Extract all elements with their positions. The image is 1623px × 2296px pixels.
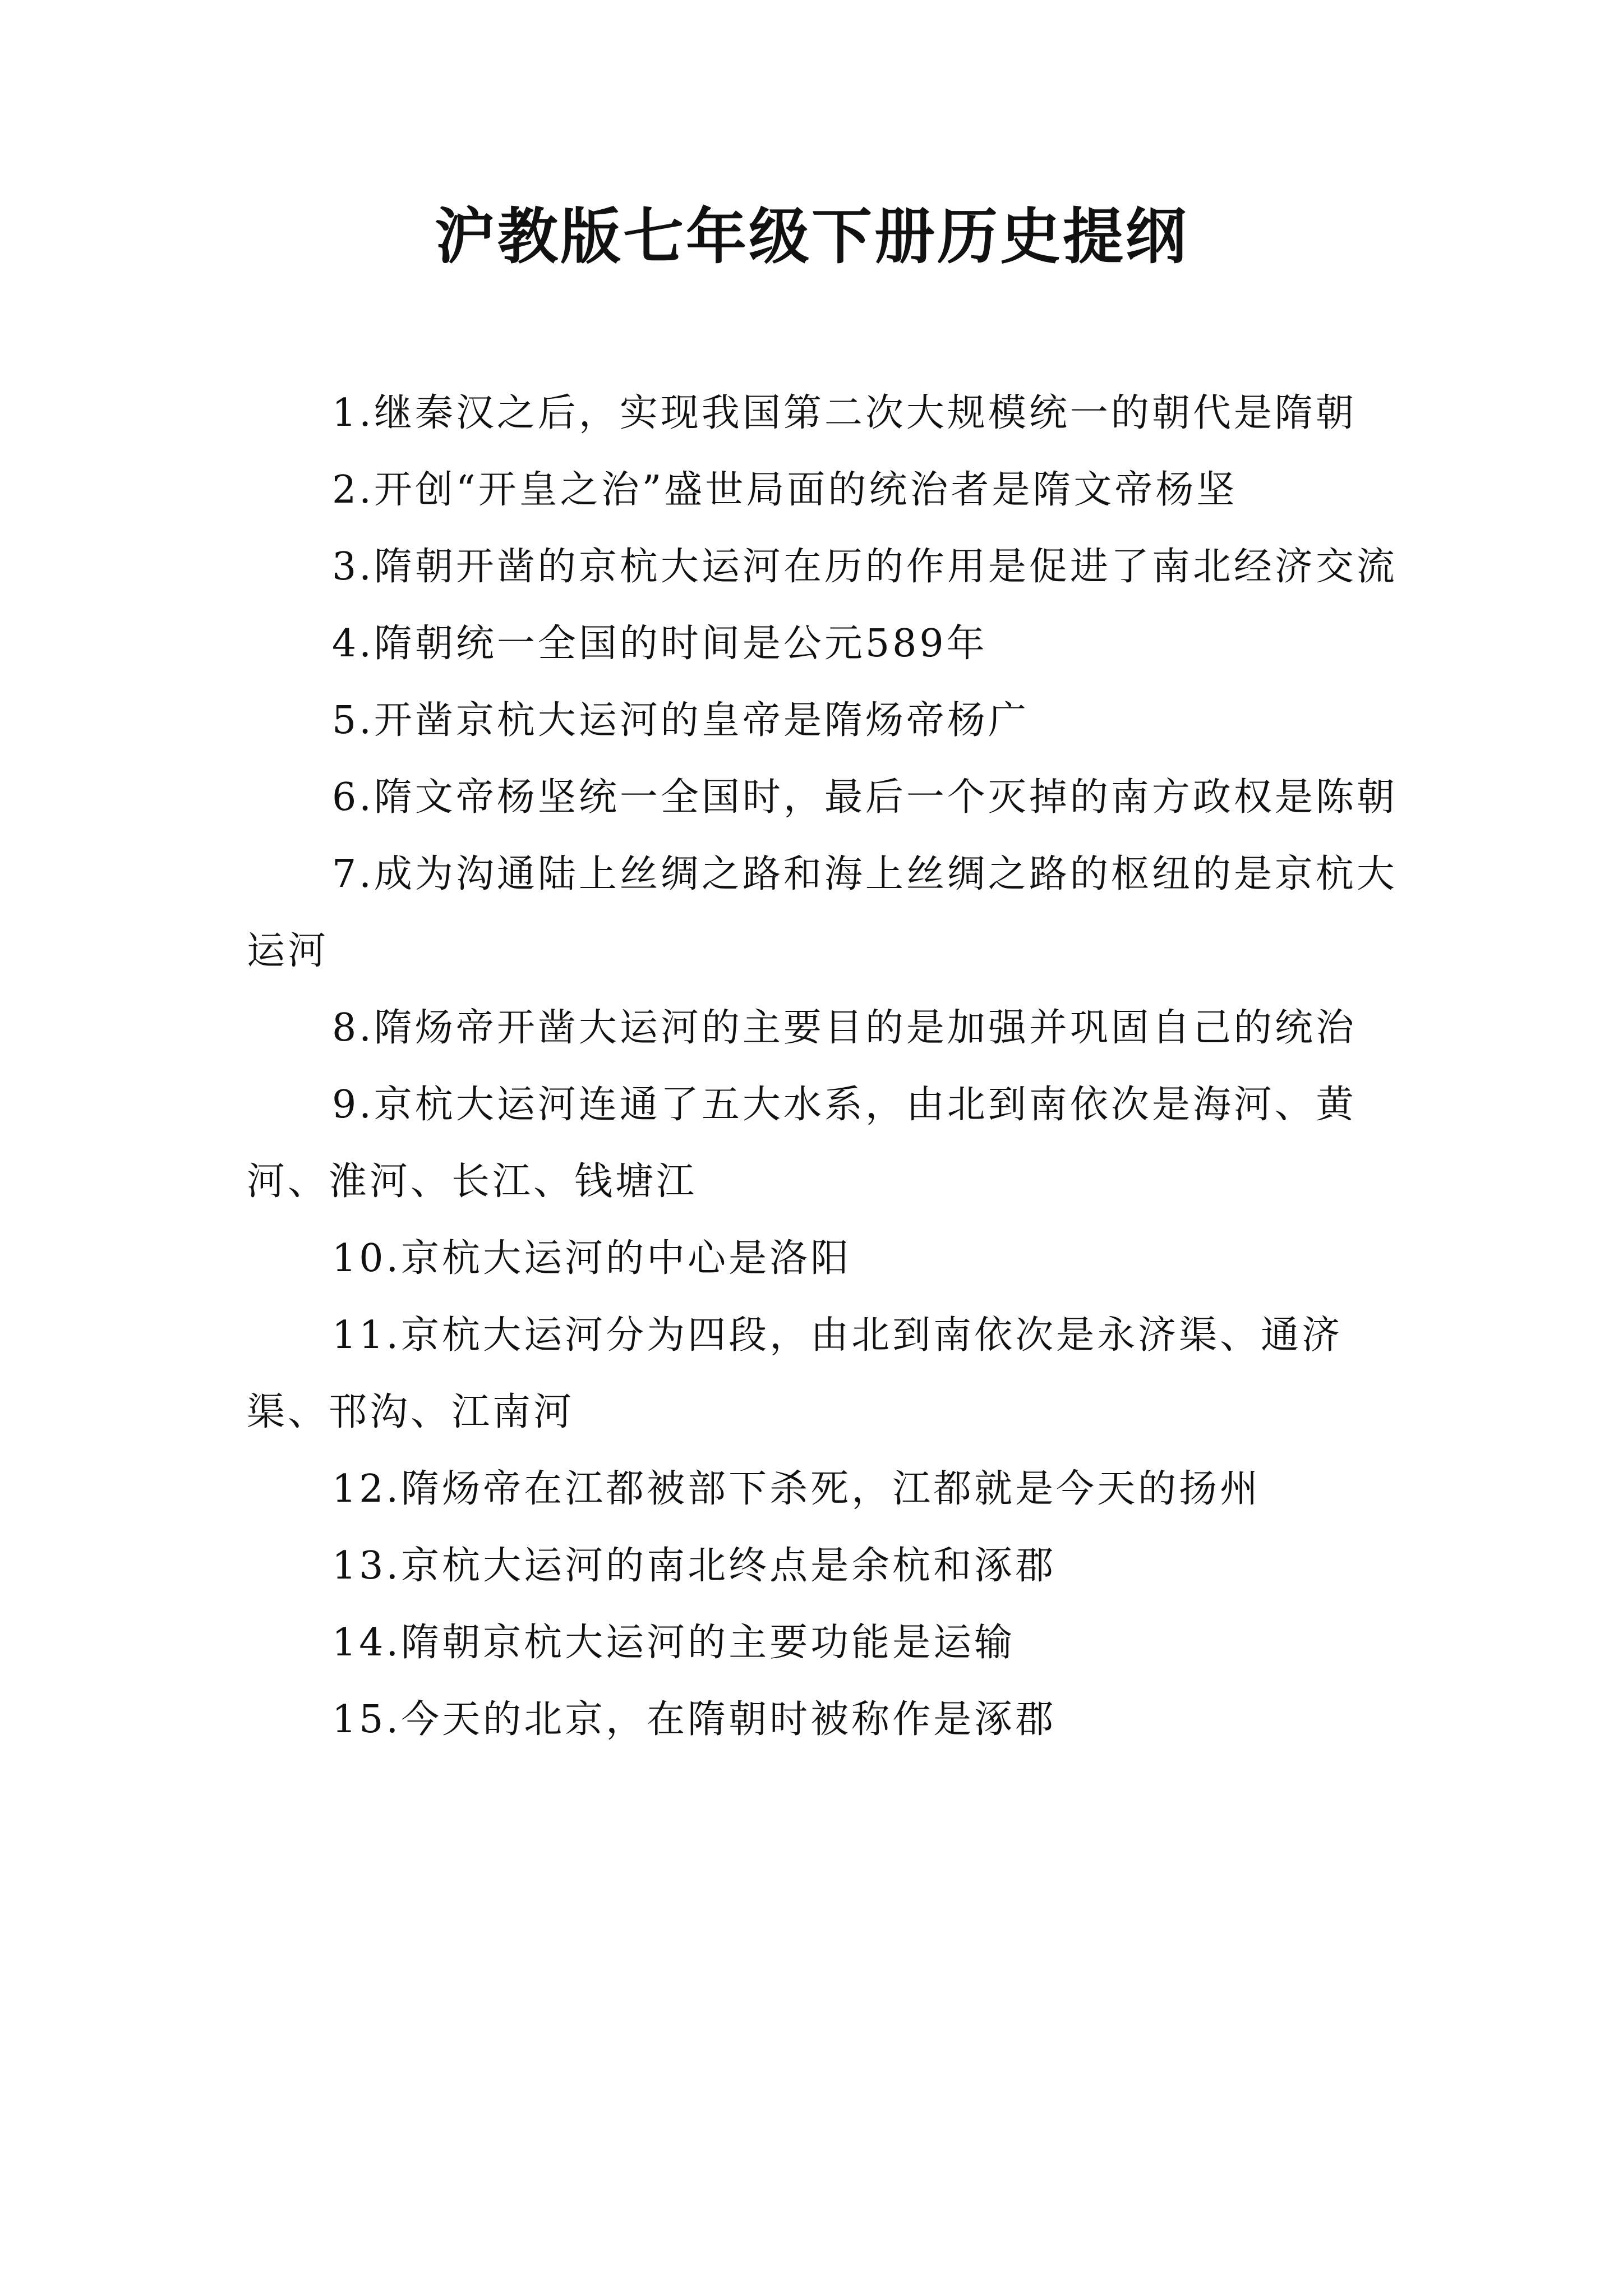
outline-item-13: 13.京杭大运河的南北终点是余杭和涿郡 bbox=[332, 1544, 1057, 1588]
outline-item-10: 10.京杭大运河的中心是洛阳 bbox=[332, 1236, 852, 1281]
outline-item-5: 5.开凿京杭大运河的皇帝是隋炀帝杨广 bbox=[332, 698, 1029, 743]
outline-item-3: 3.隋朝开凿的京杭大运河在历的作用是促进了南北经济交流 bbox=[332, 545, 1398, 589]
outline-item-14: 14.隋朝京杭大运河的主要功能是运输 bbox=[332, 1621, 1016, 1665]
outline-item-9: 9.京杭大运河连通了五大水系，由北到南依次是海河、黄河、淮河、长江、钱塘江 bbox=[247, 1083, 1357, 1204]
outline-item-7: 7.成为沟通陆上丝绸之路和海上丝绸之路的枢纽的是京杭大运河 bbox=[247, 852, 1398, 973]
page-title: 沪教版七年级下册历史提纲 bbox=[434, 202, 1188, 272]
outline-item-12: 12.隋炀帝在江都被部下杀死，江都就是今天的扬州 bbox=[332, 1467, 1261, 1511]
outline-item-6: 6.隋文帝杨坚统一全国时，最后一个灭掉的南方政权是陈朝 bbox=[332, 775, 1398, 820]
outline-item-8: 8.隋炀帝开凿大运河的主要目的是加强并巩固自己的统治 bbox=[332, 1006, 1357, 1050]
outline-item-4: 4.隋朝统一全国的时间是公元589年 bbox=[332, 622, 988, 666]
outline-item-2: 2.开创“开皇之治”盛世局面的统治者是隋文帝杨坚 bbox=[332, 468, 1238, 512]
outline-item-1: 1.继秦汉之后，实现我国第二次大规模统一的朝代是隋朝 bbox=[332, 391, 1357, 435]
outline-item-11: 11.京杭大运河分为四段，由北到南依次是永济渠、通济渠、邗沟、江南河 bbox=[247, 1313, 1343, 1434]
outline-list bbox=[247, 375, 1410, 1758]
outline-item-15: 15.今天的北京，在隋朝时被称作是涿郡 bbox=[332, 1697, 1057, 1742]
